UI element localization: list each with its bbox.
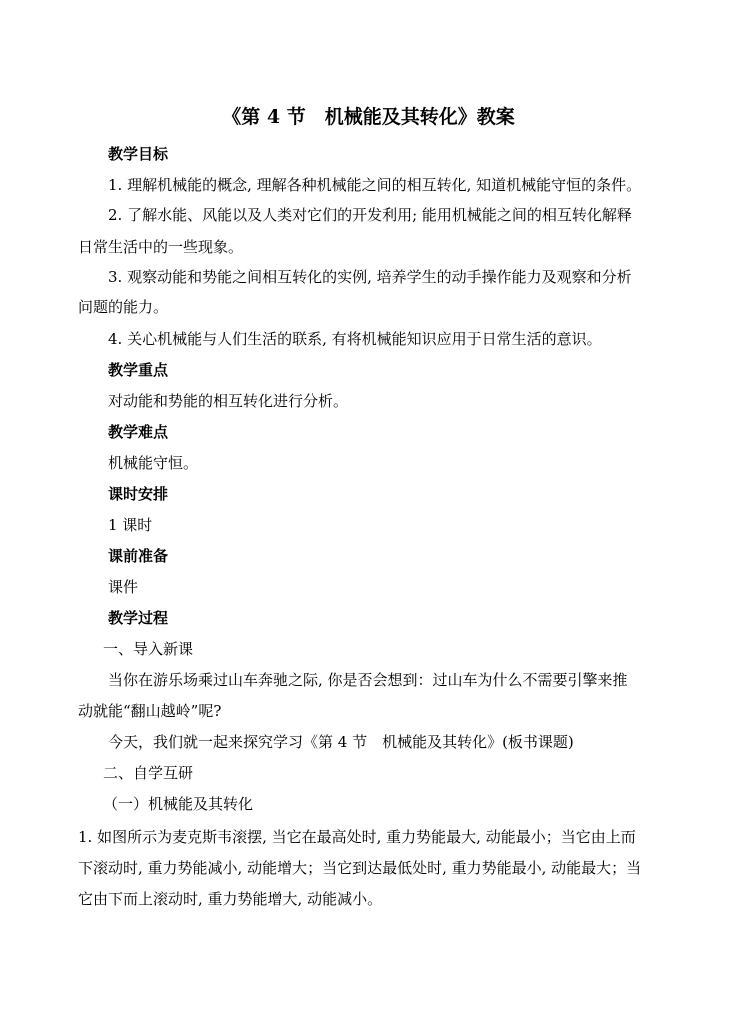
intro-line-2: 动就能“翻山越岭”呢? — [78, 702, 222, 720]
objective-1: 1. 理解机械能的概念, 理解各种机械能之间的相互转化, 知道机械能守恒的条件。 — [108, 176, 642, 194]
paragraph-1-line-2: 下滚动时, 重力势能减小, 动能增大；当它到达最低处时, 重力势能最小, 动能最大；当 — [78, 859, 642, 877]
subsection-heading: （一）机械能及其转化 — [103, 795, 254, 813]
section-intro-heading: 一、导入新课 — [103, 640, 194, 658]
paragraph-1-line-3: 它由下而上滚动时, 重力势能增大, 动能减小。 — [78, 890, 383, 908]
objective-4: 4. 关心机械能与人们生活的联系, 有将机械能知识应用于日常生活的意识。 — [108, 330, 602, 348]
heading-key-points: 教学重点 — [108, 361, 169, 379]
section-self-study-heading: 二、自学互研 — [103, 764, 194, 782]
heading-schedule: 课时安排 — [108, 485, 169, 503]
preparation-text: 课件 — [108, 578, 139, 596]
paragraph-1-line-1: 1. 如图所示为麦克斯韦滚摆, 当它在最高处时, 重力势能最大, 动能最小；当它由上而 — [78, 828, 636, 846]
heading-process: 教学过程 — [108, 609, 169, 627]
key-points-text: 对动能和势能的相互转化进行分析。 — [108, 392, 349, 410]
document-title: 《第 4 节 机械能及其转化》教案 — [222, 106, 515, 128]
intro-line-3: 今天，我们就一起来探究学习《第 4 节 机械能及其转化》(板书课题) — [108, 733, 574, 751]
intro-line-1: 当你在游乐场乘过山车奔驰之际, 你是否会想到：过山车为什么不需要引擎来推 — [108, 671, 628, 689]
objective-3-line-1: 3. 观察动能和势能之间相互转化的实例, 培养学生的动手操作能力及观察和分析 — [108, 268, 632, 286]
heading-objectives: 教学目标 — [108, 145, 169, 163]
objective-2-line-2: 日常生活中的一些现象。 — [78, 238, 244, 256]
heading-preparation: 课前准备 — [108, 547, 169, 565]
difficulty-text: 机械能守恒。 — [108, 454, 199, 472]
objective-2-line-1: 2. 了解水能、风能以及人类对它们的开发利用; 能用机械能之间的相互转化解释 — [108, 206, 632, 224]
schedule-text: 1 课时 — [108, 516, 153, 534]
heading-difficulty: 教学难点 — [108, 423, 169, 441]
objective-3-line-2: 问题的能力。 — [78, 298, 169, 316]
